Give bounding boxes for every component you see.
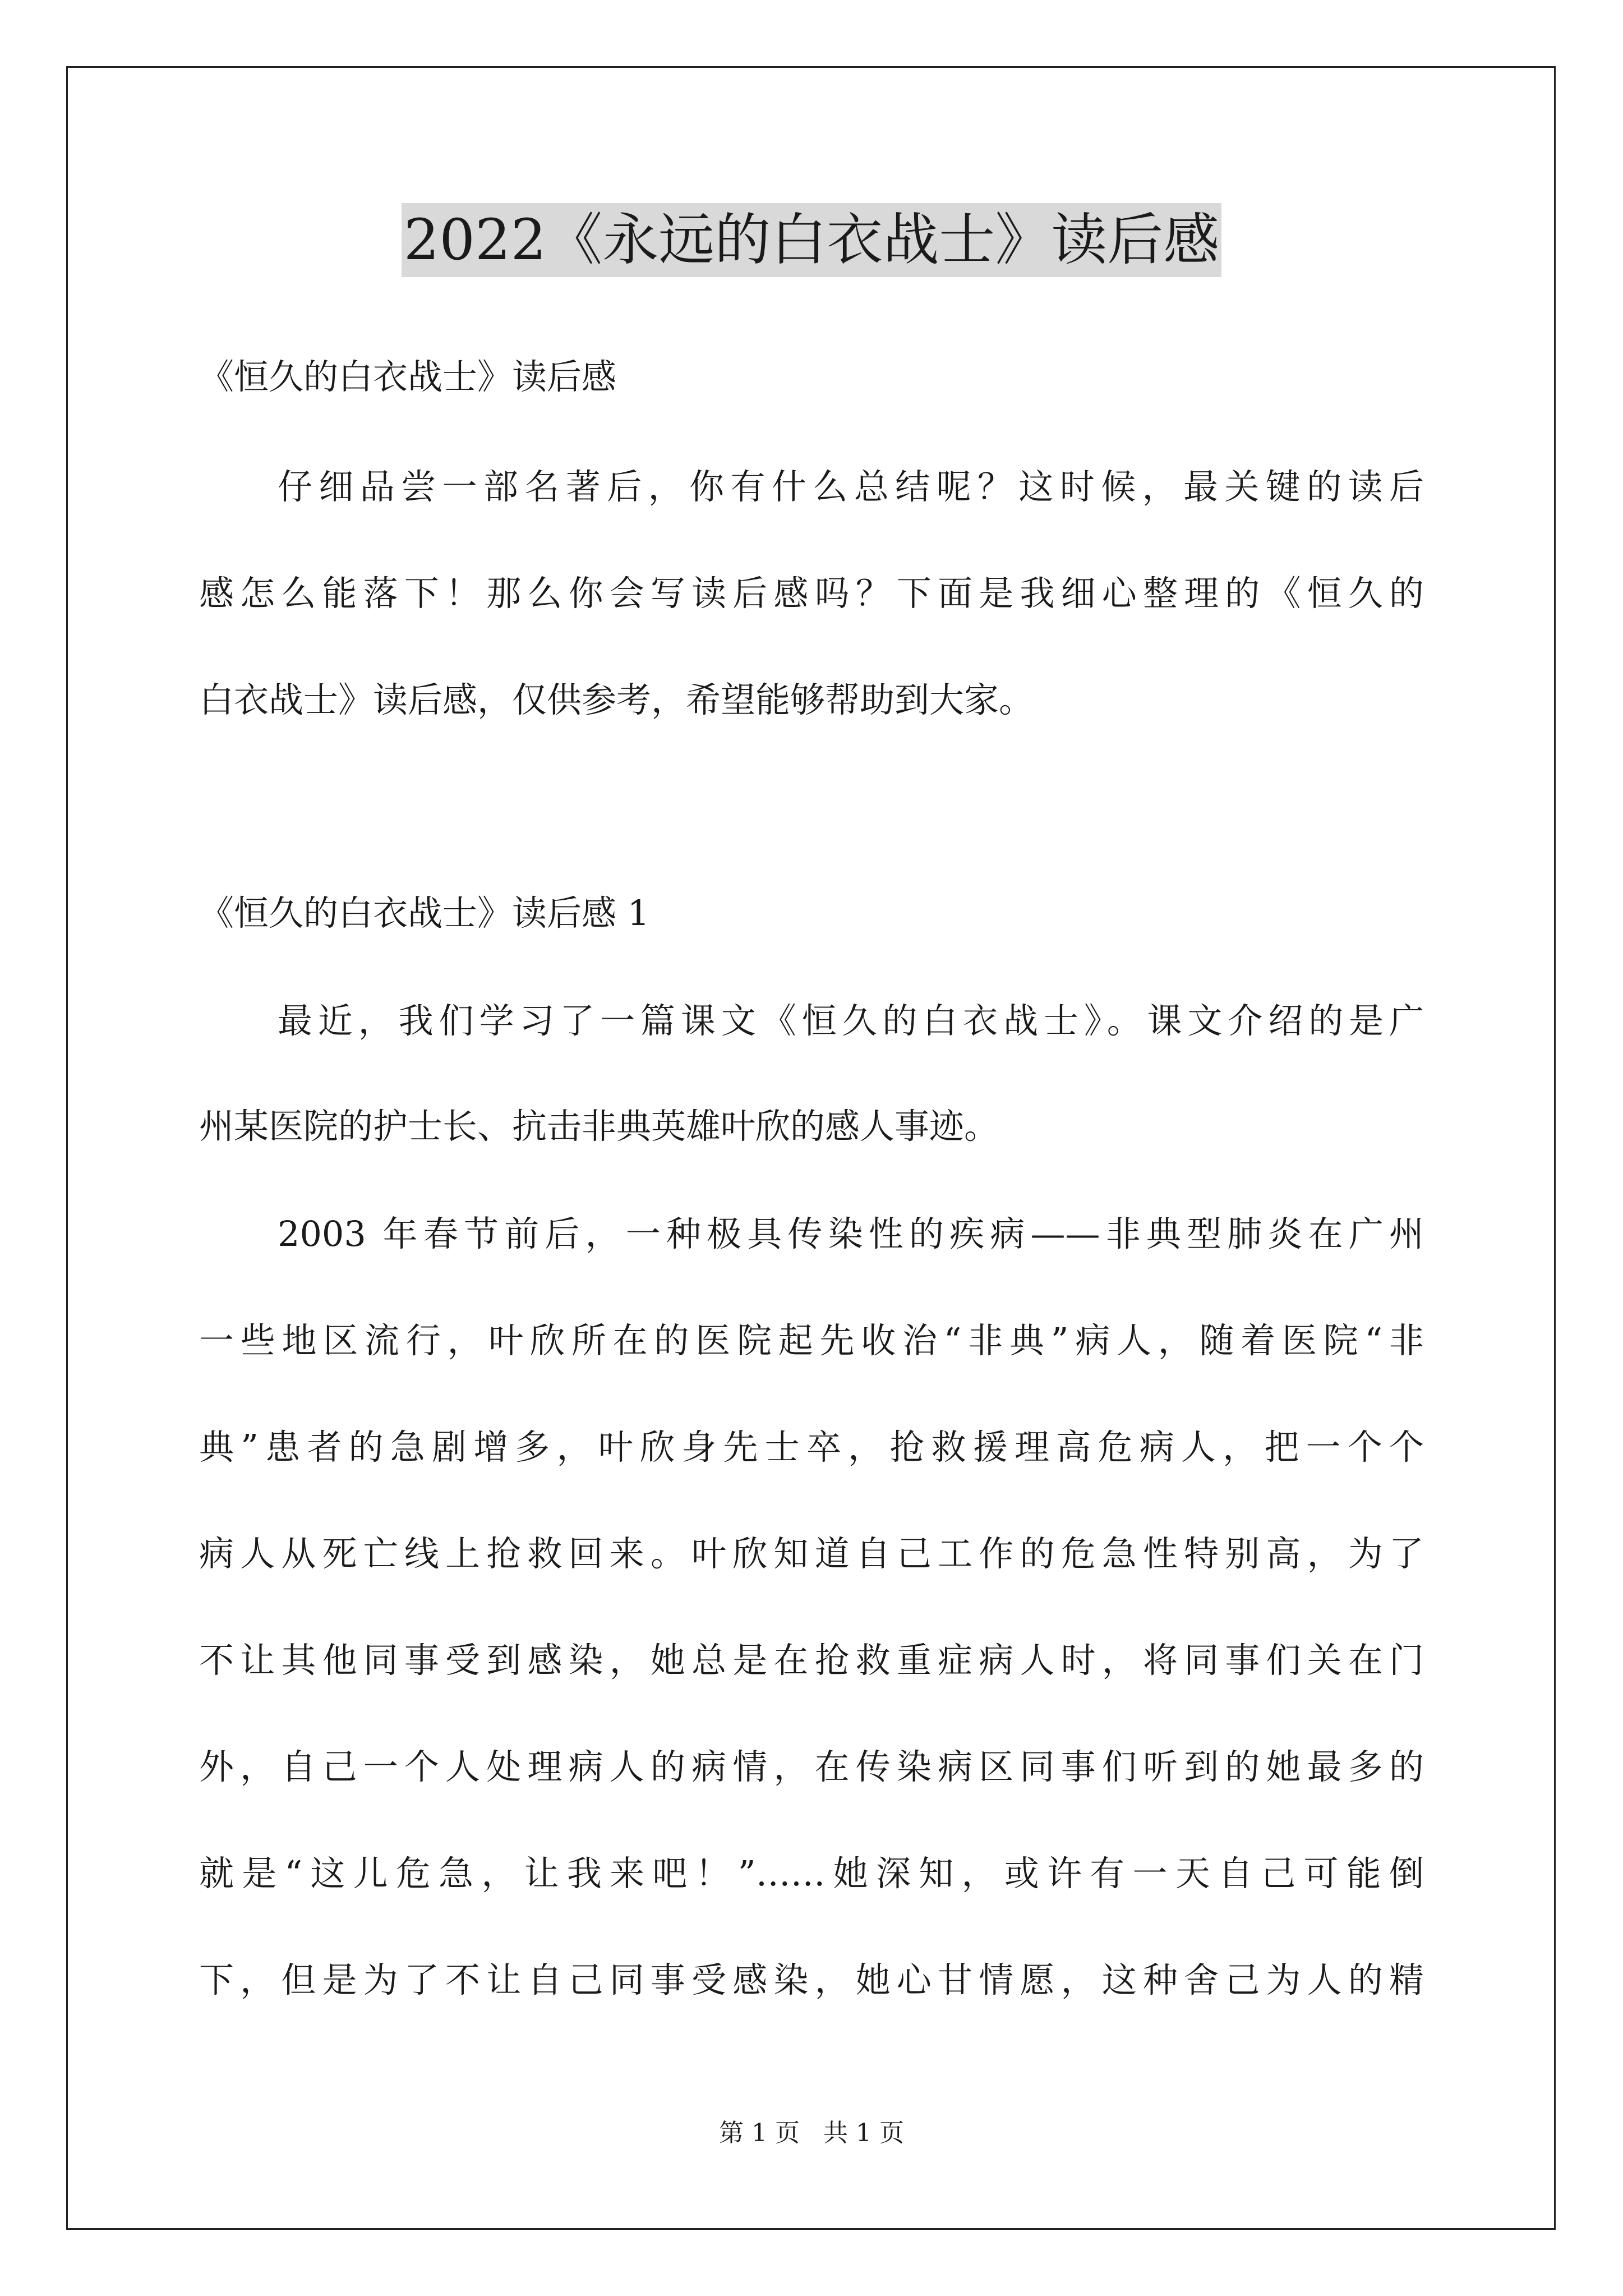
document-title: 2022《永远的白衣战士》读后感: [402, 203, 1222, 277]
paragraph-line: 下，但是为了不让自己同事受感染，她心甘情愿，这种舍己为人的精: [199, 1959, 1424, 2000]
paragraph-line: 典”患者的急剧增多，叶欣身先士卒，抢救援理高危病人，把一个个: [199, 1427, 1424, 1467]
paragraph-line: 就是“这儿危急，让我来吧！”……她深知，或许有一天自己可能倒: [199, 1853, 1424, 1894]
paragraph-line: 外，自己一个人处理病人的病情，在传染病区同事们听到的她最多的: [199, 1746, 1424, 1787]
paragraph-line: 州某医院的护士长、抗击非典英雄叶欣的感人事迹。: [199, 1106, 999, 1147]
paragraph-line: 一些地区流行，叶欣所在的医院起先收治“非典”病人，随着医院“非: [199, 1320, 1424, 1361]
paragraph-line: 不让其他同事受到感染，她总是在抢救重症病人时，将同事们关在门: [199, 1640, 1424, 1681]
intro-line: 仔细品尝一部名著后，你有什么总结呢？这时候，最关键的读后: [278, 466, 1424, 507]
intro-line: 白衣战士》读后感，仅供参考，希望能够帮助到大家。: [199, 679, 1034, 720]
section-heading-1: 《恒久的白衣战士》读后感 1: [199, 892, 650, 933]
section-heading-intro: 《恒久的白衣战士》读后感: [199, 356, 617, 397]
paragraph-line: 病人从死亡线上抢救回来。叶欣知道自己工作的危急性特别高，为了: [199, 1533, 1424, 1574]
page-number: 第 1 页 共 1 页: [719, 2119, 904, 2147]
paragraph-line: 2003 年春节前后，一种极具传染性的疾病——非典型肺炎在广州: [278, 1213, 1424, 1254]
title-container: [0, 203, 1623, 277]
intro-line: 感怎么能落下！那么你会写读后感吗？下面是我细心整理的《恒久的: [199, 573, 1424, 614]
paragraph-line: 最近，我们学习了一篇课文《恒久的白衣战士》。课文介绍的是广: [278, 1000, 1424, 1041]
